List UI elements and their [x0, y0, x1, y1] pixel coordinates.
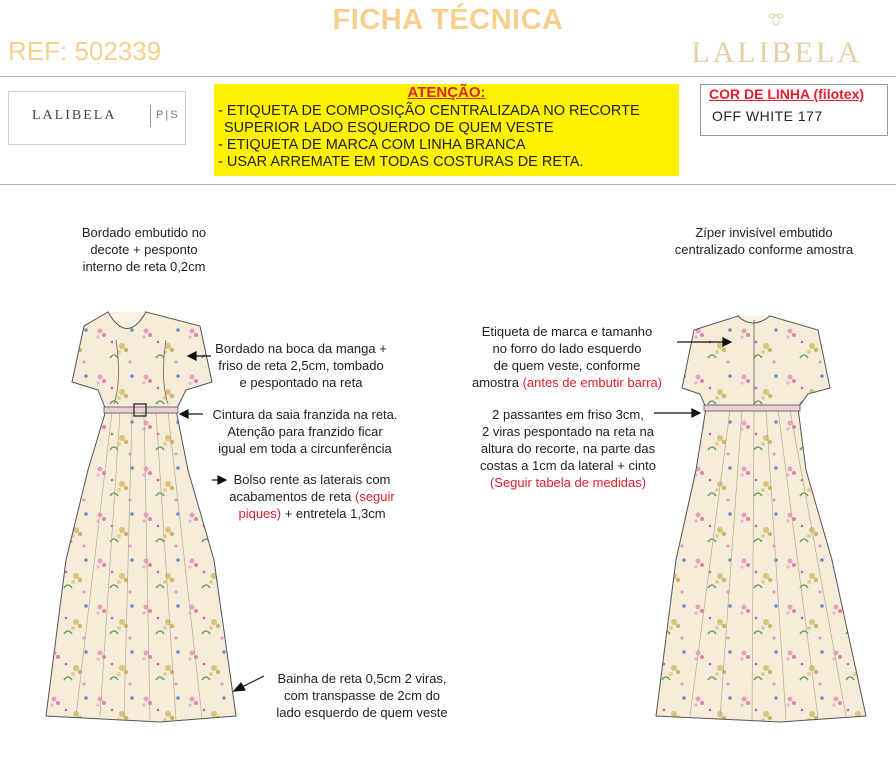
page-title: FICHA TÉCNICA — [332, 4, 564, 36]
note-line: centralizado conforme amostra — [674, 242, 854, 257]
note-text-red: piques) — [238, 506, 282, 521]
note-line: Bainha de reta 0,5cm 2 viras, — [277, 671, 447, 686]
thread-color-value: OFF WHITE 177 — [712, 108, 823, 124]
note-line: lado esquerdo de quem veste — [276, 705, 448, 720]
note-line: decote + pesponto — [90, 242, 198, 257]
note-line — [456, 374, 678, 391]
note-line: Etiqueta de marca e tamanho — [481, 324, 653, 339]
note-line: de quem veste, conforme — [493, 358, 641, 373]
hem-note — [262, 670, 462, 721]
note-line: Bolso rente as laterais com — [233, 472, 391, 487]
note-line: Bordado embutido no — [81, 225, 207, 240]
note-line: 2 viras pespontado na reta na — [481, 424, 654, 439]
note-line: Atenção para franzido ficar — [227, 424, 383, 439]
note-line — [214, 488, 410, 505]
note-line: no forro do lado esquerdo — [492, 341, 642, 356]
note-text-red: (seguir — [355, 489, 395, 504]
attention-title: ATENÇÃO: — [407, 84, 486, 101]
note-line: com transpasse de 2cm do — [283, 688, 441, 703]
note-line: friso de reta 2,5cm, tombado — [218, 358, 384, 373]
note-line — [214, 505, 410, 522]
label-logo-mark: P|S — [156, 109, 180, 121]
note-line: altura do recorte, na parte das — [480, 441, 656, 456]
sleeve-note — [206, 340, 396, 391]
brand-label-note — [456, 323, 678, 391]
note-line: Zíper invisível embutido — [695, 225, 833, 240]
note-text: amostra — [471, 375, 523, 390]
attention-line: - ETIQUETA DE MARCA COM LINHA BRANCA — [218, 137, 526, 153]
note-text: acabamentos de reta — [229, 489, 355, 504]
reference-code: REF: 502339 — [8, 36, 162, 66]
note-line: 2 passantes em friso 3cm, — [492, 407, 644, 422]
pocket-note — [214, 471, 410, 522]
note-line: interno de reta 0,2cm — [82, 259, 206, 274]
note-text-red: (antes de embutir barra) — [522, 375, 663, 390]
attention-line: - USAR ARREMATE EM TODAS COSTURAS DE RETA. — [218, 154, 584, 170]
note-line: igual em toda a circunferência — [218, 441, 392, 456]
note-text: + entretela 1,3cm — [281, 506, 386, 521]
zipper-note — [654, 224, 874, 258]
note-line: costas a 1cm da lateral + cinto — [480, 458, 656, 473]
back-belt — [704, 405, 800, 411]
waist-note — [202, 406, 408, 457]
thread-color-label: COR DE LINHA (filotex) — [709, 86, 865, 102]
attention-line: SUPERIOR LADO ESQUERDO DE QUEM VESTE — [224, 120, 554, 136]
note-line: Cintura da saia franzida na reta. — [212, 407, 398, 422]
brand-logo-text: LALIBELA — [691, 36, 862, 69]
attention-line: - ETIQUETA DE COMPOSIÇÃO CENTRALIZADA NO RECORTE — [218, 103, 640, 119]
label-logo-text: LALIBELA — [32, 108, 117, 123]
back-dress — [656, 316, 866, 722]
belt-loops-note — [460, 406, 676, 491]
note-line: e pespontado na reta — [239, 375, 363, 390]
note-line: Bordado na boca da manga + — [215, 341, 387, 356]
note-line-red: (Seguir tabela de medidas) — [489, 475, 647, 490]
neckline-note — [64, 224, 224, 275]
